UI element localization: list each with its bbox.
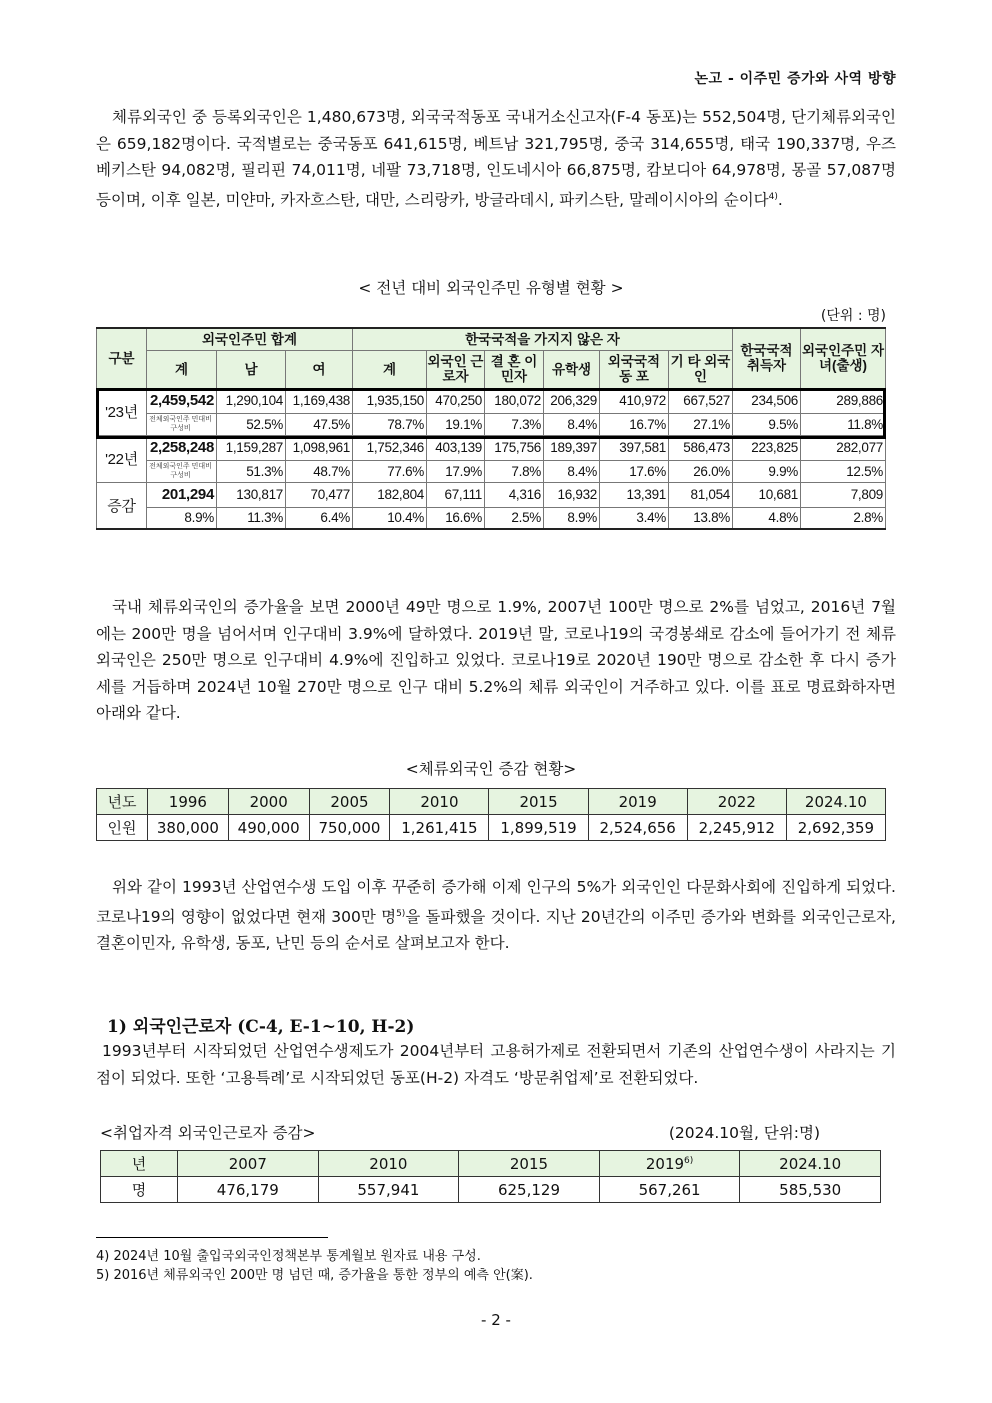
year-header-cell: 2005 — [309, 789, 390, 815]
header-male: 남 — [217, 350, 286, 388]
table3-caption: <취업자격 외국인근로자 증감> — [100, 1124, 316, 1142]
table-cell: 410,972 — [600, 388, 669, 413]
ratio-cell: 3.4% — [600, 507, 669, 529]
header-worker: 외국인 근로자 — [427, 350, 485, 388]
table-cell: 586,473 — [669, 435, 733, 460]
ratio-cell: 47.5% — [286, 413, 353, 435]
header-non-korean: 한국국적을 가지지 않은 자 — [353, 328, 733, 350]
table-cell: 1,098,961 — [286, 435, 353, 460]
population-cell: 2,524,656 — [588, 815, 687, 841]
ratio-cell: 11.3% — [217, 507, 286, 529]
table-cell: 10,681 — [733, 482, 801, 507]
paragraph-end: . — [777, 190, 783, 209]
table-cell: 182,804 — [353, 482, 427, 507]
worker-count-cell: 625,129 — [459, 1177, 600, 1203]
table-cell: 1,290,104 — [217, 388, 286, 413]
table-cell: 1,159,287 — [217, 435, 286, 460]
worker-year-header-cell: 2010 — [318, 1151, 459, 1177]
table-cell: 201,294 — [147, 482, 217, 507]
ratio-cell: 16.7% — [600, 413, 669, 435]
table-cell: 70,477 — [286, 482, 353, 507]
table-row-ratio — [97, 413, 886, 435]
ratio-cell: 6.4% — [286, 507, 353, 529]
table-row-ratio — [97, 460, 886, 482]
ratio-cell: 8.9% — [544, 507, 600, 529]
table-cell: 470,250 — [427, 388, 485, 413]
worker-year-header-cell: 2019$^{6)}$ — [599, 1151, 740, 1177]
ratio-cell: 11.8% — [801, 413, 886, 435]
table-cell: 175,756 — [485, 435, 544, 460]
ratio-cell: 10.4% — [353, 507, 427, 529]
ratio-cell: 17.9% — [427, 460, 485, 482]
header-female: 여 — [286, 350, 353, 388]
header-compatriot: 외국국적 동 포 — [600, 350, 669, 388]
population-cell: 2,245,912 — [687, 815, 786, 841]
ratio-cell: 9.5% — [733, 413, 801, 435]
worker-count-cell: 명 — [101, 1177, 178, 1203]
population-cell: 490,000 — [228, 815, 309, 841]
paragraph-text: 체류외국인 중 등록외국인은 1,480,673명, 외국국적동포 국내거소신고자(F-4 동포)는 552,504명, 단기체류외국인은 659,182명이다. 국적별로는 중국동포 641,615명, 베트남 321,795명, 중국 314,655명, 태국 190,337명, 우즈베키스탄 94,082명, 필리핀 74,011명, 네팔 73,718명, 인도네시아 66,875명, 캄보디아 64,978명, 몽골 57,087명 등이며, 이후 일본, 미얀마, 카자흐스탄, 대만, 스리랑카, 방글라데시, 파키스탄, 말레이시아의 순이다 — [96, 108, 896, 209]
header-other-foreigner: 기 타 외국인 — [669, 350, 733, 388]
row-label: '22년 — [97, 435, 147, 482]
table1-caption: < 전년 대비 외국인주민 유형별 현황 > — [358, 279, 624, 297]
ratio-cell: 2.5% — [485, 507, 544, 529]
header-sum-2: 계 — [353, 350, 427, 388]
ratio-cell: 2.8% — [801, 507, 886, 529]
ratio-note: 전체외국인주 민대비구성비 — [147, 413, 217, 435]
footnote-divider — [96, 1237, 328, 1238]
ratio-cell: 16.6% — [427, 507, 485, 529]
table-cell: 16,932 — [544, 482, 600, 507]
worker-trend-table — [100, 1150, 881, 1203]
ratio-cell: 27.1% — [669, 413, 733, 435]
foreign-resident-type-table — [96, 327, 886, 530]
worker-count-cell: 567,261 — [599, 1177, 740, 1203]
table-cell: 2,258,248 — [147, 435, 217, 460]
footnote-4: 4) 2024년 10월 출입국외국인정책본부 통계월보 원자료 내용 구성. — [96, 1249, 481, 1264]
header-student: 유학생 — [544, 350, 600, 388]
ratio-cell: 51.3% — [217, 460, 286, 482]
ratio-cell: 12.5% — [801, 460, 886, 482]
population-cell: 인원 — [97, 815, 148, 841]
year-header-cell: 2010 — [390, 789, 489, 815]
ratio-cell: 78.7% — [353, 413, 427, 435]
table2-caption: <체류외국인 증감 현황> — [405, 760, 577, 778]
year-header-cell: 2015 — [489, 789, 588, 815]
year-header-cell: 년도 — [97, 789, 148, 815]
ratio-note: 전체외국인주 민대비구성비 — [147, 460, 217, 482]
year-header-cell: 2024.10 — [786, 789, 885, 815]
table-cell: 1,752,346 — [353, 435, 427, 460]
paragraph-workers: 1993년부터 시작되었던 산업연수생제도가 2004년부터 고용허가제로 전환되면서 기존의 산업연수생이 사라지는 기점이 되었다. 또한 ‘고용특례’로 시작되었던 동포(H-2) 자격도 ‘방문취업제’로 전환되었다. — [96, 1042, 896, 1087]
population-cell: 750,000 — [309, 815, 390, 841]
table-cell: 180,072 — [485, 388, 544, 413]
year-header-cell: 2000 — [228, 789, 309, 815]
section-title: 1) 외국인근로자 (C-4, E-1~10, H-2) — [107, 1017, 415, 1037]
worker-year-header-cell: 2024.10 — [740, 1151, 881, 1177]
ratio-cell: 13.8% — [669, 507, 733, 529]
ratio-cell: 7.8% — [485, 460, 544, 482]
paragraph-multicultural — [96, 874, 896, 957]
ratio-cell: 8.4% — [544, 413, 600, 435]
ratio-cell: 8.9% — [147, 507, 217, 529]
row-label: 증감 — [97, 482, 147, 529]
ratio-cell: 8.4% — [544, 460, 600, 482]
year-header-cell: 2019 — [588, 789, 687, 815]
table-row-ratio — [97, 507, 886, 529]
header-naturalized: 한국국적 취득자 — [733, 328, 801, 388]
year-header-cell: 1996 — [148, 789, 229, 815]
paragraph-text: 위와 같이 1993년 산업연수생 도입 이후 꾸준히 증가해 이제 인구의 5%가 외국인인 다문화사회에 진입하게 되었다. 코로나19의 영향이 없었다면 현재 300만 명 — [96, 878, 896, 926]
paragraph-growth-rate: 국내 체류외국인의 증가율을 보면 2000년 49만 명으로 1.9%, 2007년 100만 명으로 2%를 넘었고, 2016년 7월에는 200만 명을 넘어서며 인구대비 3.9%에 달하였다. 2019년 말, 코로나19의 국경봉쇄로 감소에 들어가기 전 체류외국인은 250만 명으로 인구대비 4.9%에 진입하고 있었다. 코로나19로 2020년 190만 명으로 감소한 후 다시 증가세를 거듭하며 2024년 10월 270만 명으로 인구 대비 5.2%의 체류 외국인이 거주하고 있다. 이를 표로 명료화하자면 아래와 같다. — [96, 598, 896, 722]
year-header-cell: 2022 — [687, 789, 786, 815]
foreign-resident-trend-table — [96, 788, 886, 841]
table-cell: 234,506 — [733, 388, 801, 413]
table-cell: 189,397 — [544, 435, 600, 460]
ratio-cell: 4.8% — [733, 507, 801, 529]
header-gubun: 구분 — [97, 328, 147, 388]
table-row — [97, 482, 886, 507]
header-sum: 계 — [147, 350, 217, 388]
table-cell: 223,825 — [733, 435, 801, 460]
footnote-ref-4[interactable]: 4) — [768, 191, 778, 202]
running-header: 논고 - 이주민 증가와 사역 방향 — [694, 71, 896, 87]
header-total-residents: 외국인주민 합계 — [147, 328, 353, 350]
worker-count-cell: 557,941 — [318, 1177, 459, 1203]
population-cell: 380,000 — [148, 815, 229, 841]
table-row — [97, 435, 886, 460]
table-cell: 397,581 — [600, 435, 669, 460]
table-cell: 130,817 — [217, 482, 286, 507]
table-cell: 206,329 — [544, 388, 600, 413]
table-cell: 67,111 — [427, 482, 485, 507]
table-cell: 289,886 — [801, 388, 886, 413]
worker-year-header-cell: 2015 — [459, 1151, 600, 1177]
paragraph-text-2: 을 돌파했을 것이다. 지난 20년간의 이주민 증가와 변화를 외국인근로자, 결혼이민자, 유학생, 동포, 난민 등의 순서로 살펴보고자 한다. — [96, 907, 896, 953]
ratio-cell: 48.7% — [286, 460, 353, 482]
table-row — [97, 388, 886, 413]
footnote-5: 5) 2016년 체류외국인 200만 명 넘던 때, 증가율을 통한 정부의 예측 안(案). — [96, 1268, 533, 1283]
footnote-ref-5[interactable]: 5) — [396, 908, 406, 919]
header-marriage-migrant: 결 혼 이민자 — [485, 350, 544, 388]
ratio-cell: 52.5% — [217, 413, 286, 435]
worker-year-header-cell: 2007 — [178, 1151, 319, 1177]
table-cell: 4,316 — [485, 482, 544, 507]
worker-year-header-cell: 년 — [101, 1151, 178, 1177]
footnote-ref-6[interactable]: 6) — [684, 1155, 694, 1166]
ratio-cell: 9.9% — [733, 460, 801, 482]
page-number: - 2 - — [481, 1311, 511, 1329]
population-cell: 1,261,415 — [390, 815, 489, 841]
table-cell: 667,527 — [669, 388, 733, 413]
table-cell: 1,935,150 — [353, 388, 427, 413]
row-label: '23년 — [97, 388, 147, 435]
ratio-cell: 26.0% — [669, 460, 733, 482]
worker-count-cell: 585,530 — [740, 1177, 881, 1203]
ratio-cell: 7.3% — [485, 413, 544, 435]
table-cell: 1,169,438 — [286, 388, 353, 413]
population-cell: 2,692,359 — [786, 815, 885, 841]
table1-unit: (단위 : 명) — [820, 308, 886, 324]
table-cell: 81,054 — [669, 482, 733, 507]
header-children: 외국인주민 자녀(출생) — [801, 328, 886, 388]
ratio-cell: 77.6% — [353, 460, 427, 482]
table-cell: 403,139 — [427, 435, 485, 460]
table3-unit: (2024.10월, 단위:명) — [668, 1124, 820, 1142]
paragraph-registered-foreigners — [96, 104, 896, 213]
ratio-cell: 17.6% — [600, 460, 669, 482]
ratio-cell: 19.1% — [427, 413, 485, 435]
table-cell: 13,391 — [600, 482, 669, 507]
population-cell: 1,899,519 — [489, 815, 588, 841]
worker-count-cell: 476,179 — [178, 1177, 319, 1203]
table-cell: 282,077 — [801, 435, 886, 460]
table-cell: 2,459,542 — [147, 388, 217, 413]
table-cell: 7,809 — [801, 482, 886, 507]
